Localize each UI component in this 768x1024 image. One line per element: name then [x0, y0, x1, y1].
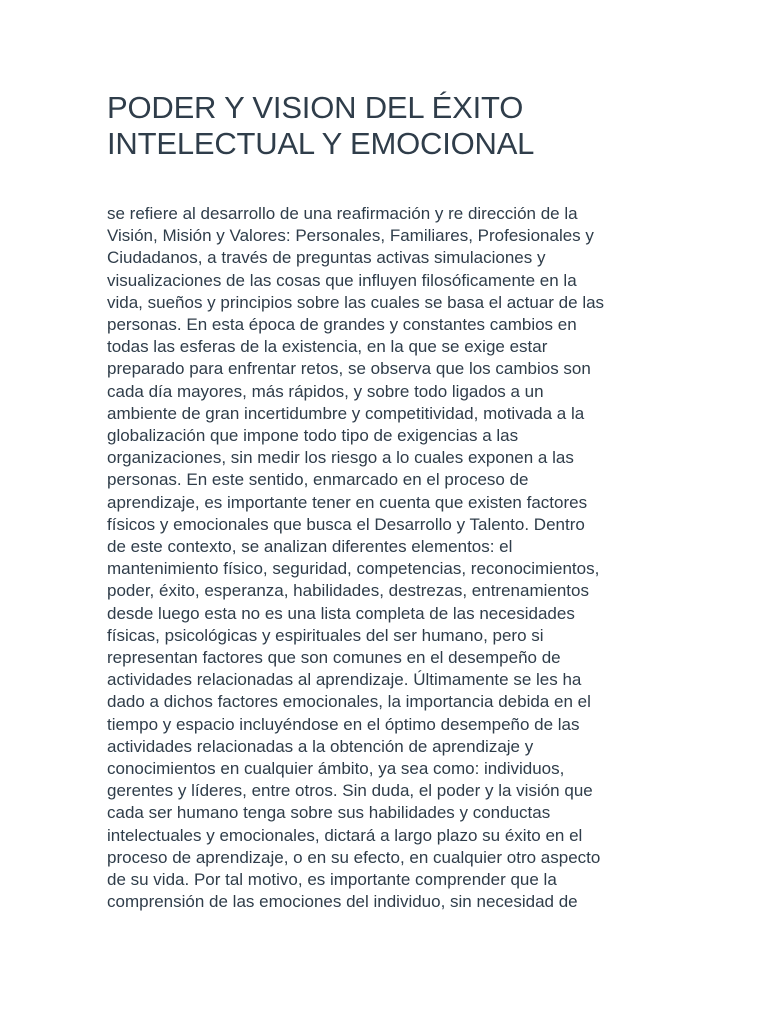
body-line: de este contexto, se analizan diferentes elementos: el [107, 537, 513, 557]
body-line: personas. En este sentido, enmarcado en el proceso de [107, 470, 529, 490]
body-line: todas las esferas de la existencia, en la que se exige estar [107, 337, 548, 357]
document-body [107, 203, 667, 914]
document-title [107, 90, 667, 162]
title-line: INTELECTUAL Y EMOCIONAL [107, 126, 535, 161]
body-line: mantenimiento físico, seguridad, competencias, reconocimientos, [107, 559, 600, 579]
body-line: Ciudadanos, a través de preguntas activas simulaciones y [107, 248, 546, 268]
body-line: cada día mayores, más rápidos, y sobre todo ligados a un [107, 381, 544, 401]
body-line: desde luego esta no es una lista completa de las necesidades [107, 603, 575, 623]
body-line: se refiere al desarrollo de una reafirmación y re dirección de la [107, 204, 578, 223]
body-line: físicas, psicológicas y espirituales del ser humano, pero si [107, 625, 544, 645]
body-line: de su vida. Por tal motivo, es importante comprender que la [107, 870, 557, 890]
body-line: personas. En esta época de grandes y constantes cambios en [107, 315, 577, 335]
title-line: PODER Y VISION DEL ÉXITO [107, 90, 524, 125]
body-line: visualizaciones de las cosas que influyen filosóficamente en la [107, 270, 577, 290]
body-line: Visión, Misión y Valores: Personales, Familiares, Profesionales y [107, 226, 594, 246]
body-line: organizaciones, sin medir los riesgo a lo cuales exponen a las [107, 448, 574, 468]
body-line: comprensión de las emociones del individuo, sin necesidad de [107, 892, 578, 912]
body-line: ambiente de gran incertidumbre y competitividad, motivada a la [107, 403, 585, 423]
body-line: tiempo y espacio incluyéndose en el óptimo desempeño de las [107, 714, 580, 734]
body-line: preparado para enfrentar retos, se observa que los cambios son [107, 359, 591, 379]
body-line: vida, sueños y principios sobre las cuales se basa el actuar de las [107, 292, 605, 312]
body-line: conocimientos en cualquier ámbito, ya sea como: individuos, [107, 759, 565, 779]
body-line: cada ser humano tenga sobre sus habilidades y conductas [107, 803, 551, 823]
body-line: globalización que impone todo tipo de exigencias a las [107, 426, 519, 446]
body-line: proceso de aprendizaje, o en su efecto, en cualquier otro aspecto [107, 847, 601, 867]
body-line: aprendizaje, es importante tener en cuenta que existen factores [107, 492, 588, 512]
body-line: dado a dichos factores emocionales, la importancia debida en el [107, 692, 591, 712]
body-line: poder, éxito, esperanza, habilidades, destrezas, entrenamientos [107, 581, 589, 601]
body-line: actividades relacionadas al aprendizaje. Últimamente se les ha [107, 670, 582, 690]
body-line: físicos y emocionales que busca el Desarrollo y Talento. Dentro [107, 514, 585, 534]
body-line: gerentes y líderes, entre otros. Sin duda, el poder y la visión que [107, 781, 593, 801]
body-line: actividades relacionadas a la obtención de aprendizaje y [107, 736, 534, 756]
body-line: intelectuales y emocionales, dictará a largo plazo su éxito en el [107, 825, 583, 845]
body-line: representan factores que son comunes en el desempeño de [107, 648, 561, 668]
